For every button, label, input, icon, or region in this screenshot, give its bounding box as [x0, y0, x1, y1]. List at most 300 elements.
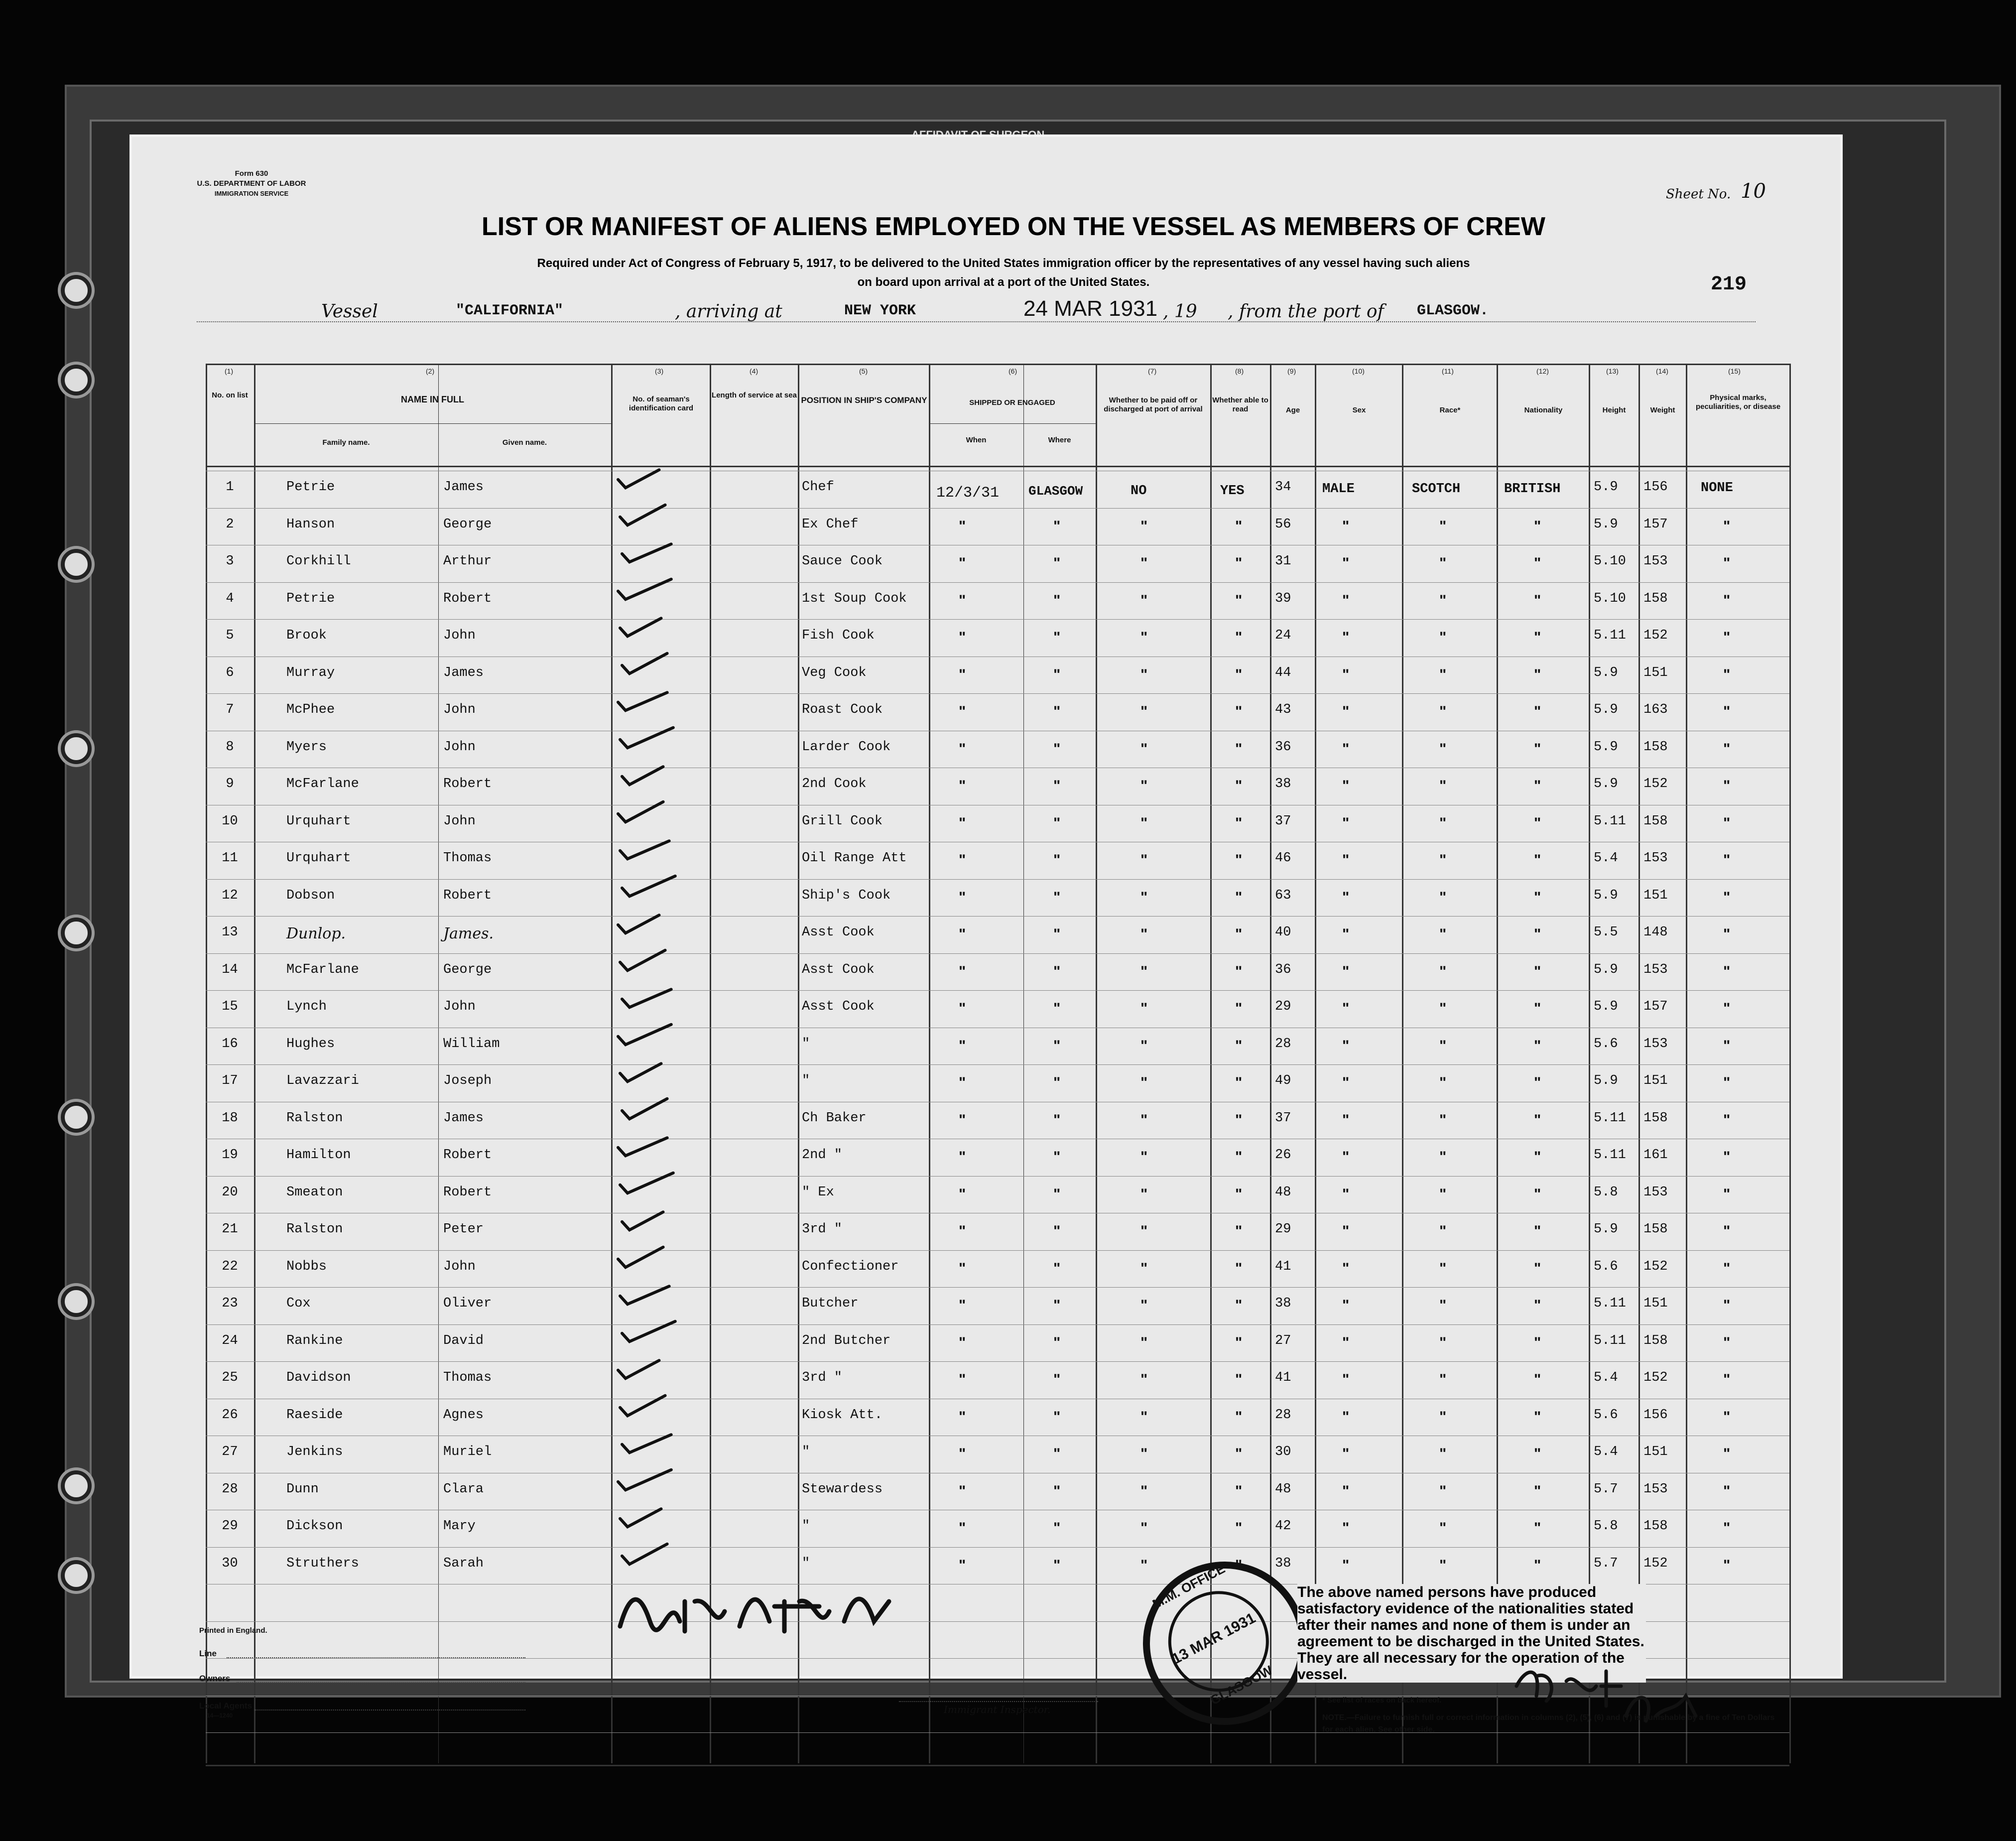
ditto-mark: " [959, 778, 966, 794]
given-name: Peter [443, 1222, 484, 1237]
ditto-mark: " [1439, 1520, 1447, 1536]
row-rule [206, 1250, 1789, 1251]
column-rule [929, 364, 930, 1763]
ditto-mark: " [959, 1334, 966, 1351]
column-rule [1315, 364, 1316, 1763]
ditto-mark: " [1534, 740, 1541, 757]
check-mark-icon [617, 500, 677, 530]
family-name: McFarlane [286, 777, 359, 791]
ditto-mark: " [1534, 592, 1541, 609]
ditto-mark: " [959, 592, 966, 609]
ditto-mark: " [1534, 852, 1541, 868]
col-number: (8) [1235, 367, 1244, 375]
family-name: Myers [286, 739, 327, 755]
age: 41 [1275, 1259, 1291, 1274]
ditto-mark: " [1235, 555, 1243, 571]
position: Ex Chef [802, 517, 859, 532]
vessel-line-rule [197, 321, 1756, 322]
ditto-mark: " [1140, 555, 1148, 571]
ditto-mark: " [959, 814, 966, 831]
ditto-mark: " [1053, 592, 1061, 609]
ditto-mark: " [1235, 1260, 1243, 1277]
family-name: Dunlop. [286, 925, 346, 942]
column-rule [1789, 364, 1791, 1763]
given-name: Thomas [443, 1370, 492, 1385]
position: " Ex [802, 1184, 834, 1200]
age: 28 [1275, 1407, 1291, 1423]
weight: 152 [1643, 1370, 1668, 1385]
height: 5.11 [1594, 813, 1626, 829]
arrival-date-stamp: 24 MAR 1931 [1023, 296, 1158, 321]
ditto-mark: " [1342, 1260, 1350, 1277]
age: 42 [1275, 1519, 1291, 1534]
height: 5.9 [1594, 962, 1618, 977]
ditto-mark: " [1534, 814, 1541, 831]
ditto-mark: " [1534, 778, 1541, 794]
ditto-mark: " [1342, 926, 1350, 942]
given-name: John [443, 739, 476, 755]
ditto-mark: " [1723, 963, 1731, 980]
ditto-mark: " [1140, 740, 1148, 757]
ditto-mark: " [1723, 778, 1731, 794]
row-rule [206, 953, 1789, 954]
weight: 156 [1643, 1407, 1668, 1423]
family-name: Murray [286, 665, 335, 680]
age: 34 [1275, 480, 1291, 495]
family-name: Hamilton [286, 1148, 351, 1163]
ditto-mark: " [1439, 518, 1447, 534]
row-number: 27 [222, 1445, 238, 1459]
height: 5.9 [1594, 739, 1618, 755]
check-mark-icon [617, 834, 677, 864]
manifest-page [129, 134, 1843, 1734]
stamp-top-text: M.M. OFFICE [1149, 1561, 1228, 1612]
family-name: McFarlane [286, 962, 359, 977]
ditto-mark: " [959, 963, 966, 980]
age: 37 [1275, 813, 1291, 829]
ditto-mark: " [1140, 1297, 1148, 1314]
position: " [802, 1073, 810, 1088]
weight: 157 [1643, 517, 1668, 532]
ditto-mark: " [1140, 926, 1148, 942]
height: 5.7 [1594, 1556, 1618, 1571]
given-name: Robert [443, 591, 492, 606]
ditto-mark: " [1235, 1334, 1243, 1351]
inspector-label: Immigrant Inspector. [944, 1704, 1051, 1715]
ditto-mark: " [1235, 740, 1243, 757]
ditto-mark: " [1723, 1111, 1731, 1128]
ditto-mark: " [1235, 666, 1243, 683]
ditto-mark: " [1140, 518, 1148, 534]
col-number: (6) [1008, 367, 1017, 375]
row-rule [206, 582, 1789, 583]
age: 40 [1275, 925, 1291, 940]
row-rule [206, 508, 1789, 509]
age: 28 [1275, 1036, 1291, 1052]
age: 41 [1275, 1370, 1291, 1385]
race-value: SCOTCH [1412, 482, 1461, 497]
age: 38 [1275, 777, 1291, 791]
row-rule [206, 693, 1789, 694]
row-number: 14 [222, 962, 238, 977]
paid-off-value: NO [1131, 484, 1147, 499]
column-rule [1638, 364, 1640, 1763]
col-header-given: Given name. [502, 438, 547, 447]
ditto-mark: " [1140, 666, 1148, 683]
family-name: Dunn [286, 1481, 319, 1497]
ditto-mark: " [1534, 1111, 1541, 1128]
position: Fish Cook [802, 628, 875, 643]
height: 5.4 [1594, 1370, 1618, 1385]
ditto-mark: " [1439, 1446, 1447, 1462]
check-mark-icon [617, 1056, 677, 1086]
ditto-mark: " [1439, 592, 1447, 609]
check-mark-icon [615, 463, 675, 493]
col-header-nationality: Nationality [1524, 406, 1563, 414]
col-header-paid-off: Whether to be paid off or discharged at port of arrival [1104, 396, 1203, 413]
row-rule [206, 1287, 1789, 1288]
ditto-mark: " [1140, 1149, 1148, 1165]
given-name: James [443, 480, 484, 495]
ditto-mark: " [1235, 1446, 1243, 1462]
height: 5.9 [1594, 702, 1618, 717]
column-rule [1023, 364, 1024, 1763]
penalty-note: NOTE.—Failure to furnish full or correct information in columns (2), (5), (6) and (7) is punishable by a fine of Ten Dollars for each alien. See other side. [1322, 1713, 1775, 1734]
height: 5.6 [1594, 1407, 1618, 1423]
ditto-mark: " [1053, 1223, 1061, 1239]
row-rule [206, 1176, 1789, 1177]
ditto-mark: " [1534, 1334, 1541, 1351]
form-number: Form 630 [235, 169, 268, 178]
height: 5.6 [1594, 1259, 1618, 1274]
ditto-mark: " [1053, 629, 1061, 646]
family-name: Hanson [286, 517, 335, 532]
ditto-mark: " [1342, 1334, 1350, 1351]
ditto-mark: " [1140, 1260, 1148, 1277]
binder-hole [61, 1286, 92, 1317]
family-name: Raeside [286, 1407, 343, 1423]
binder-hole [61, 1560, 92, 1591]
name-subheader-rule [254, 423, 611, 424]
ditto-mark: " [1723, 1371, 1731, 1388]
ditto-mark: " [1342, 1371, 1350, 1388]
ditto-mark: " [1534, 963, 1541, 980]
given-name: Mary [443, 1519, 476, 1534]
ditto-mark: " [1723, 740, 1731, 757]
year-label: , 19 [1163, 301, 1197, 322]
ditto-mark: " [959, 666, 966, 683]
binder-hole [61, 1102, 92, 1133]
col-header-position: POSITION IN SHIP'S COMPANY [801, 395, 927, 405]
ditto-mark: " [1235, 889, 1243, 906]
col-number: (5) [859, 367, 868, 375]
col-header-when: When [966, 436, 987, 444]
ditto-mark: " [1342, 1297, 1350, 1314]
ditto-mark: " [1723, 1000, 1731, 1017]
ditto-mark: " [959, 629, 966, 646]
age: 29 [1275, 999, 1291, 1014]
ditto-mark: " [1439, 1371, 1447, 1388]
col-number: (10) [1352, 367, 1365, 375]
family-name: Urquhart [286, 813, 351, 829]
ditto-mark: " [1534, 703, 1541, 720]
ditto-mark: " [1723, 889, 1731, 906]
ditto-mark: " [1235, 1111, 1243, 1128]
read-value: YES [1220, 484, 1245, 499]
weight: 153 [1643, 1184, 1668, 1200]
family-name: Ralston [286, 1110, 343, 1126]
column-rule [1270, 364, 1271, 1763]
ditto-mark: " [1342, 814, 1350, 831]
ditto-mark: " [1439, 666, 1447, 683]
ditto-mark: " [1140, 889, 1148, 906]
col-number: (1) [225, 367, 234, 375]
ditto-mark: " [1723, 1520, 1731, 1536]
ditto-mark: " [1235, 629, 1243, 646]
age: 37 [1275, 1110, 1291, 1126]
ditto-mark: " [1439, 740, 1447, 757]
ditto-mark: " [1723, 852, 1731, 868]
ditto-mark: " [1140, 1557, 1148, 1574]
given-name: Thomas [443, 851, 492, 866]
family-name: Brook [286, 628, 327, 643]
ditto-mark: " [1235, 1037, 1243, 1054]
age: 31 [1275, 554, 1291, 569]
ditto-mark: " [1342, 1520, 1350, 1536]
agents-label: Local Agents [199, 1701, 252, 1710]
ditto-mark: " [959, 1149, 966, 1165]
height: 5.9 [1594, 888, 1618, 903]
check-mark-icon [617, 1391, 677, 1421]
weight: 151 [1643, 1445, 1668, 1459]
check-mark-icon [619, 1539, 679, 1569]
column-rule [1589, 364, 1590, 1763]
height: 5.11 [1594, 628, 1626, 643]
weight: 152 [1643, 628, 1668, 643]
ditto-mark: " [1342, 740, 1350, 757]
age: 24 [1275, 628, 1291, 643]
weight: 158 [1643, 1519, 1668, 1534]
ditto-mark: " [1342, 1185, 1350, 1202]
check-mark-icon [617, 1279, 677, 1309]
ditto-mark: " [1342, 1000, 1350, 1017]
height: 5.4 [1594, 851, 1618, 866]
ditto-mark: " [959, 1557, 966, 1574]
ditto-mark: " [1053, 852, 1061, 868]
weight: 158 [1643, 1333, 1668, 1348]
ditto-mark: " [1534, 1408, 1541, 1425]
height: 5.9 [1594, 1222, 1618, 1237]
row-rule [206, 990, 1789, 991]
ditto-mark: " [959, 1111, 966, 1128]
ditto-mark: " [1723, 1037, 1731, 1054]
check-mark-icon [619, 982, 679, 1012]
ditto-mark: " [1235, 518, 1243, 534]
height: 5.8 [1594, 1184, 1618, 1200]
position: Roast Cook [802, 702, 883, 717]
ditto-mark: " [1534, 1037, 1541, 1054]
height: 5.6 [1594, 1036, 1618, 1052]
column-rule [1210, 364, 1212, 1763]
row-rule [206, 1064, 1789, 1065]
column-rule [1686, 364, 1687, 1763]
ditto-mark: " [1053, 963, 1061, 980]
col-number: (2) [426, 367, 435, 375]
ditto-mark: " [959, 555, 966, 571]
position: Larder Cook [802, 739, 891, 755]
row-number: 13 [222, 925, 238, 940]
ditto-mark: " [1342, 1149, 1350, 1165]
ditto-mark: " [1235, 1371, 1243, 1388]
ditto-mark: " [1053, 1149, 1061, 1165]
ditto-mark: " [1053, 1297, 1061, 1314]
ditto-mark: " [959, 1185, 966, 1202]
ditto-mark: " [1235, 1557, 1243, 1574]
shipped-subheader-rule [929, 423, 1096, 424]
ditto-mark: " [959, 1260, 966, 1277]
row-number: 8 [226, 739, 234, 755]
given-name: John [443, 628, 476, 643]
ditto-mark: " [1053, 1520, 1061, 1536]
age: 48 [1275, 1481, 1291, 1497]
row-number: 18 [222, 1110, 238, 1126]
check-mark-icon [619, 649, 679, 678]
ditto-mark: " [959, 852, 966, 868]
ditto-mark: " [1140, 592, 1148, 609]
ditto-mark: " [959, 518, 966, 534]
check-mark-icon [619, 537, 679, 567]
given-name: William [443, 1036, 500, 1052]
family-name: Cox [286, 1296, 311, 1311]
weight: 151 [1643, 1073, 1668, 1088]
check-mark-icon [619, 1316, 679, 1346]
ditto-mark: " [1053, 1111, 1061, 1128]
col-number: (3) [655, 367, 664, 375]
col-number: (4) [750, 367, 758, 375]
ditto-mark: " [1534, 629, 1541, 646]
col-number: (15) [1728, 367, 1741, 375]
shipped-where: GLASGOW [1028, 484, 1083, 499]
height: 5.10 [1594, 554, 1626, 569]
ditto-mark: " [959, 1037, 966, 1054]
ditto-mark: " [1053, 1557, 1061, 1574]
position: Confectioner [802, 1259, 899, 1274]
ditto-mark: " [1235, 703, 1243, 720]
family-name: Ralston [286, 1222, 343, 1237]
age: 30 [1275, 1445, 1291, 1459]
family-name: Dobson [286, 888, 335, 903]
weight: 157 [1643, 999, 1668, 1014]
ditto-mark: " [1723, 1149, 1731, 1165]
family-name: Urquhart [286, 851, 351, 866]
given-name: Robert [443, 1148, 492, 1163]
height: 5.5 [1594, 925, 1618, 940]
ditto-mark: " [1723, 814, 1731, 831]
ditto-mark: " [959, 1482, 966, 1499]
ditto-mark: " [1342, 1482, 1350, 1499]
binder-hole [61, 918, 92, 948]
ditto-mark: " [1723, 629, 1731, 646]
document-subtitle-2: on board upon arrival at a port of the United States. [857, 275, 1150, 289]
shipped-when: 12/3/31 [936, 485, 1000, 502]
ditto-mark: " [1140, 778, 1148, 794]
ditto-mark: " [1723, 1557, 1731, 1574]
ditto-mark: " [1235, 592, 1243, 609]
ditto-mark: " [1342, 963, 1350, 980]
height: 5.11 [1594, 1110, 1626, 1126]
ditto-mark: " [1723, 592, 1731, 609]
column-rule [1497, 364, 1498, 1763]
col-number: (14) [1656, 367, 1668, 375]
page-number: 219 [1711, 273, 1747, 296]
ditto-mark: " [959, 889, 966, 906]
ditto-mark: " [1439, 1557, 1447, 1574]
ditto-mark: " [1439, 1408, 1447, 1425]
age: 36 [1275, 962, 1291, 977]
arriving-port: NEW YORK [844, 302, 916, 319]
age: 44 [1275, 665, 1291, 680]
ditto-mark: " [1723, 1446, 1731, 1462]
position: Asst Cook [802, 999, 875, 1014]
ditto-mark: " [1723, 1185, 1731, 1202]
ditto-mark: " [1439, 1260, 1447, 1277]
ditto-mark: " [1235, 1520, 1243, 1536]
col-number: (11) [1442, 367, 1454, 375]
ditto-mark: " [1534, 1260, 1541, 1277]
age: 46 [1275, 851, 1291, 866]
ditto-mark: " [1235, 1074, 1243, 1091]
height: 5.9 [1594, 480, 1618, 495]
row-number: 29 [222, 1519, 238, 1534]
age: 26 [1275, 1148, 1291, 1163]
ditto-mark: " [1053, 926, 1061, 942]
ditto-mark: " [1140, 1446, 1148, 1462]
ditto-mark: " [1235, 1185, 1243, 1202]
check-mark-icon [615, 1465, 675, 1495]
family-name: Petrie [286, 480, 335, 495]
col-number: (7) [1148, 367, 1157, 375]
age: 38 [1275, 1296, 1291, 1311]
column-rule [254, 364, 255, 1763]
col-header-shipped: SHIPPED OR ENGAGED [969, 398, 1055, 407]
position: Stewardess [802, 1481, 883, 1497]
position: Ch Baker [802, 1110, 867, 1126]
ditto-mark: " [1439, 1000, 1447, 1017]
sheet-label: Sheet No. [1666, 187, 1731, 202]
ditto-mark: " [1053, 1037, 1061, 1054]
ditto-mark: " [1342, 629, 1350, 646]
check-mark-icon [615, 574, 675, 604]
row-number: 16 [222, 1036, 238, 1052]
ditto-mark: " [1053, 1000, 1061, 1017]
weight: 158 [1643, 813, 1668, 829]
given-name: James. [443, 925, 494, 942]
ditto-mark: " [959, 1520, 966, 1536]
col-header-service: Length of service at sea [712, 391, 797, 399]
check-mark-icon [617, 611, 677, 641]
ditto-mark: " [959, 926, 966, 942]
position: " [802, 1556, 810, 1571]
column-rule [206, 364, 207, 1763]
row-rule [206, 879, 1789, 880]
row-number: 17 [222, 1073, 238, 1088]
ditto-mark: " [1534, 1371, 1541, 1388]
position: 2nd " [802, 1148, 843, 1163]
ditto-mark: " [1439, 1223, 1447, 1239]
arriving-label: , arriving at [675, 301, 782, 322]
age: 27 [1275, 1333, 1291, 1348]
ditto-mark: " [1342, 889, 1350, 906]
